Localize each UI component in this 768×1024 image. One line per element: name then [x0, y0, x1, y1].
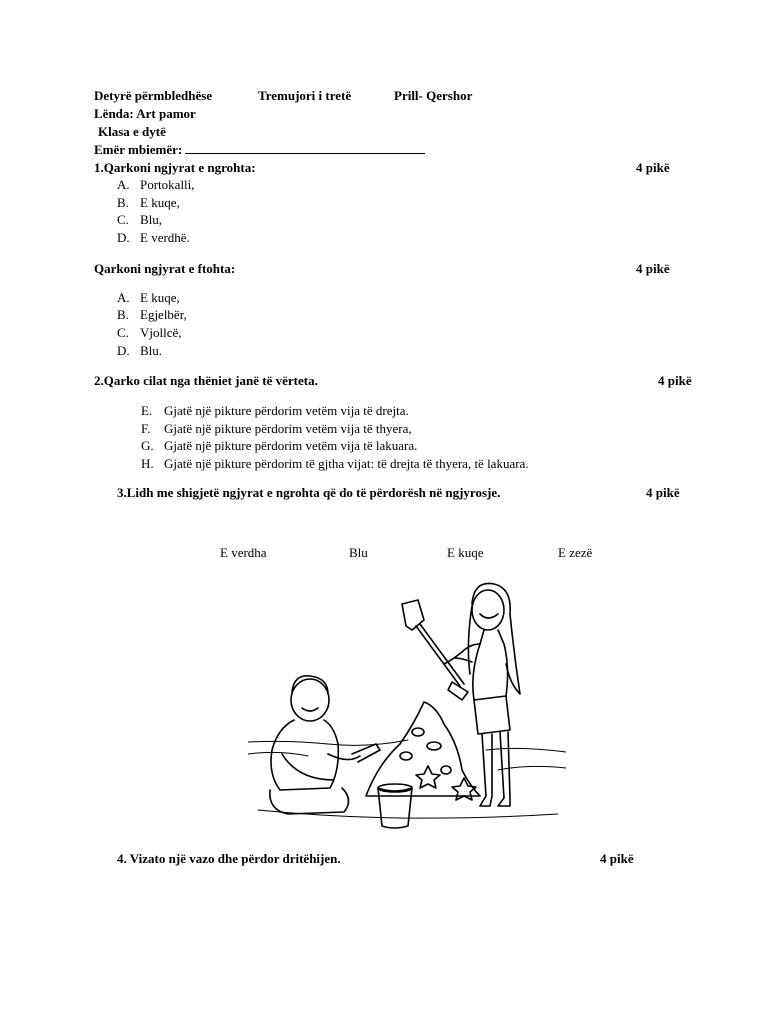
color-option-black[interactable]: E zezë [558, 545, 593, 560]
option-text: Gjatë një pikture përdorim vetëm vija të lakuara. [164, 438, 418, 453]
q1b-option-c[interactable] [117, 325, 182, 341]
option-text: Gjatë një pikture përdorim vetëm vija të thyera, [164, 421, 412, 436]
option-letter: A. [117, 290, 130, 305]
option-letter: C. [117, 212, 129, 227]
q4-points: 4 pikë [600, 851, 634, 866]
name-underline[interactable] [185, 142, 425, 154]
q2-question: 2.Qarko cilat nga thëniet janë të vërteta. [94, 373, 318, 388]
name-field[interactable] [94, 142, 425, 158]
option-text: Blu, [140, 212, 163, 227]
option-text: Gjatë një pikture përdorim vetëm vija të drejta. [164, 403, 409, 418]
q2-option-f[interactable] [141, 421, 412, 437]
q1b-option-b[interactable] [117, 307, 187, 323]
q2-option-g[interactable] [141, 438, 417, 454]
option-letter: G. [141, 438, 154, 453]
option-text: Egjelbër, [140, 307, 187, 322]
subject-label: Lënda: Art pamor [94, 106, 196, 121]
option-letter: B. [117, 307, 129, 322]
period-label: Prill- Qershor [394, 88, 473, 103]
term-label: Tremujori i tretë [258, 88, 352, 103]
q1b-option-d[interactable] [117, 343, 162, 359]
color-option-blue[interactable]: Blu [349, 545, 368, 560]
q1-option-b[interactable] [117, 195, 180, 211]
q2-points: 4 pikë [658, 373, 692, 388]
q1-points: 4 pikë [636, 160, 670, 175]
q1-question: 1.Qarkoni ngjyrat e ngrohta: [94, 160, 256, 175]
q2-option-h[interactable] [141, 456, 529, 472]
option-letter: B. [117, 195, 129, 210]
class-label: Klasa e dytë [98, 124, 166, 139]
q1b-points: 4 pikë [636, 261, 670, 276]
option-text: E kuqe, [140, 195, 180, 210]
option-letter: D. [117, 343, 130, 358]
q2-option-e[interactable] [141, 403, 409, 419]
bucket-icon [378, 784, 412, 828]
q1-option-c[interactable] [117, 212, 162, 228]
q1-option-a[interactable] [117, 177, 195, 193]
option-letter: H. [141, 456, 154, 471]
q3-points: 4 pikë [646, 485, 680, 500]
q3-question: 3.Lidh me shigjetë ngjyrat e ngrohta që do të përdorësh në ngjyrosje. [117, 485, 501, 500]
q4-question: 4. Vizato një vazo dhe përdor dritëhijen. [117, 851, 341, 866]
q1-option-d[interactable] [117, 230, 190, 246]
worksheet-title: Detyrë përmbledhëse [94, 88, 213, 103]
option-text: Vjollcë, [140, 325, 182, 340]
option-letter: A. [117, 177, 130, 192]
option-text: E verdhë. [140, 230, 190, 245]
name-label: Emër mbiemër: [94, 142, 183, 157]
option-text: Portokalli, [140, 177, 195, 192]
option-letter: D. [117, 230, 130, 245]
color-option-red[interactable]: E kuqe [447, 545, 484, 560]
option-text: Gjatë një pikture përdorim të gjtha vijat: të drejta të thyera, të lakuara. [164, 456, 529, 471]
q1b-option-a[interactable] [117, 290, 180, 306]
shovel-icon [402, 600, 468, 700]
option-letter: C. [117, 325, 129, 340]
option-text: Blu. [140, 343, 163, 358]
sandcastle-illustration [248, 574, 566, 830]
color-option-yellow[interactable]: E verdha [220, 545, 267, 560]
option-letter: E. [141, 403, 153, 418]
option-letter: F. [141, 421, 151, 436]
q1b-question: Qarkoni ngjyrat e ftohta: [94, 261, 236, 276]
option-text: E kuqe, [140, 290, 180, 305]
